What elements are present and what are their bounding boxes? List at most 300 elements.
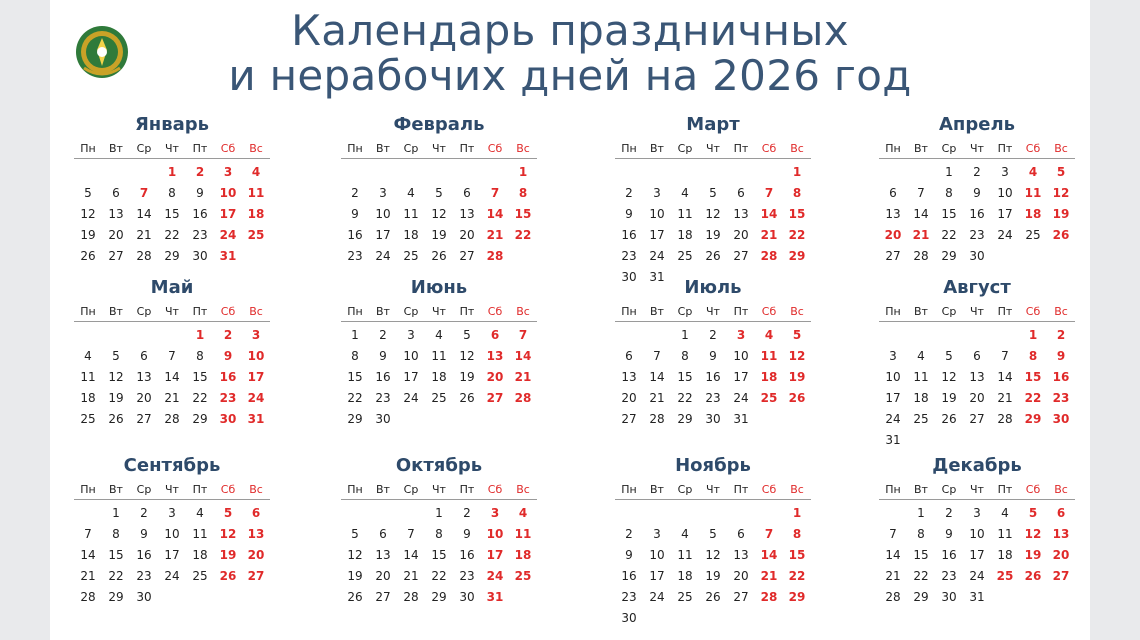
day-cell: 10 [649,548,665,562]
day-cell: 15 [913,548,929,562]
day-cell: 12 [941,370,957,384]
day-cell: 8 [681,349,689,363]
day-cell: 27 [459,249,475,263]
weekday-label: Пн [621,483,637,496]
day-cell: 14 [997,370,1013,384]
day-cell: 16 [621,569,637,583]
day-cell: 31 [486,590,504,604]
day-cell: 31 [969,590,985,604]
day-cell: 14 [164,370,180,384]
day-empty [341,503,369,524]
day-cell: 26 [108,412,124,426]
day-cell: 7 [764,186,774,200]
day-cell: 24 [219,228,237,242]
day-empty [907,162,935,183]
day-cell: 20 [136,391,152,405]
weekday-header [879,142,1075,159]
day-cell: 19 [80,228,96,242]
weekday-label: Ср [941,305,957,318]
month-name: Июль [684,277,742,298]
day-cell: 21 [80,569,96,583]
day-cell: 5 [351,527,359,541]
weekday-header [74,305,270,322]
day-cell: 21 [164,391,180,405]
day-cell: 28 [760,249,778,263]
day-cell: 27 [486,391,504,405]
day-cell: 5 [1028,506,1038,520]
day-cell: 21 [136,228,152,242]
day-cell: 9 [973,186,981,200]
day-cell: 21 [760,228,778,242]
day-grid [74,325,270,430]
day-cell: 26 [1052,228,1070,242]
day-cell: 7 [653,349,661,363]
day-cell: 17 [219,207,237,221]
day-cell: 7 [1001,349,1009,363]
weekday-label: Вс [249,142,263,155]
day-cell: 25 [192,569,208,583]
day-cell: 19 [347,569,363,583]
weekday-label: Вс [249,483,263,496]
day-cell: 31 [885,433,901,447]
day-empty [453,162,481,183]
day-cell: 2 [223,328,233,342]
weekday-label: Вт [109,483,123,496]
weekday-label: Пт [459,483,475,496]
day-empty [397,503,425,524]
day-cell: 13 [733,548,749,562]
weekday-header [879,305,1075,322]
weekday-label: Пт [997,305,1013,318]
day-cell: 30 [621,270,637,284]
day-grid [74,503,270,608]
day-cell: 3 [168,506,176,520]
weekday-label: Ср [941,142,957,155]
day-cell: 22 [913,569,929,583]
day-cell: 18 [677,228,693,242]
weekday-label: Вт [650,483,664,496]
day-cell: 6 [737,186,745,200]
day-cell: 7 [518,328,528,342]
day-empty [74,162,102,183]
day-cell: 3 [407,328,415,342]
day-cell: 3 [490,506,500,520]
day-cell: 10 [885,370,901,384]
day-cell: 7 [407,527,415,541]
weekday-label: Пт [192,483,208,496]
day-empty [699,162,727,183]
day-cell: 7 [84,527,92,541]
day-cell: 17 [375,228,391,242]
day-cell: 25 [514,569,532,583]
day-cell: 8 [518,186,528,200]
day-cell: 18 [247,207,265,221]
day-cell: 24 [375,249,391,263]
day-cell: 17 [486,548,504,562]
day-cell: 1 [167,165,177,179]
day-cell: 14 [80,548,96,562]
day-cell: 13 [136,370,152,384]
month-block [615,114,811,288]
day-cell: 20 [1052,548,1070,562]
day-cell: 6 [1056,506,1066,520]
day-cell: 11 [247,186,265,200]
weekday-label: Вс [790,142,804,155]
day-cell: 16 [969,207,985,221]
month-name: Январь [134,114,210,135]
day-cell: 24 [649,590,665,604]
day-cell: 10 [403,349,419,363]
day-cell: 12 [108,370,124,384]
day-cell: 23 [192,228,208,242]
day-cell: 9 [625,207,633,221]
day-cell: 25 [403,249,419,263]
weekday-label: Пт [192,305,208,318]
day-cell: 7 [764,527,774,541]
day-empty [907,325,935,346]
day-cell: 12 [459,349,475,363]
day-cell: 5 [945,349,953,363]
day-cell: 11 [1024,186,1042,200]
day-cell: 29 [164,249,180,263]
day-cell: 15 [108,548,124,562]
weekday-label: Пт [733,142,749,155]
day-cell: 24 [969,569,985,583]
weekday-label: Пн [621,305,637,318]
day-cell: 11 [514,527,532,541]
day-cell: 14 [136,207,152,221]
day-cell: 23 [969,228,985,242]
day-cell: 11 [677,207,693,221]
weekday-label: Сб [487,305,503,318]
day-cell: 31 [649,270,665,284]
month-name: Май [150,277,194,298]
day-cell: 20 [969,391,985,405]
day-cell: 19 [108,391,124,405]
day-empty [879,503,907,524]
day-cell: 6 [112,186,120,200]
day-cell: 13 [969,370,985,384]
day-grid [615,162,811,288]
day-cell: 15 [164,207,180,221]
day-cell: 8 [196,349,204,363]
weekday-header [615,305,811,322]
day-cell: 17 [403,370,419,384]
day-cell: 3 [1001,165,1009,179]
calendar-page [50,0,1090,640]
weekday-label: Сб [487,142,503,155]
day-cell: 15 [192,370,208,384]
weekday-label: Чт [706,483,720,496]
day-empty [963,325,991,346]
day-cell: 24 [486,569,504,583]
day-cell: 19 [788,370,806,384]
day-cell: 18 [677,569,693,583]
weekday-label: Ср [136,142,152,155]
day-cell: 8 [435,527,443,541]
day-cell: 13 [108,207,124,221]
weekday-label: Ср [941,483,957,496]
day-cell: 5 [435,186,443,200]
weekday-label: Сб [1025,305,1041,318]
day-grid [341,503,537,608]
day-cell: 2 [140,506,148,520]
day-cell: 4 [1001,506,1009,520]
day-grid [879,325,1075,451]
day-cell: 5 [463,328,471,342]
day-cell: 26 [788,391,806,405]
day-grid [879,162,1075,267]
day-cell: 3 [653,186,661,200]
day-cell: 6 [140,349,148,363]
day-cell: 2 [379,328,387,342]
month-block [879,455,1075,608]
day-cell: 8 [112,527,120,541]
day-cell: 8 [168,186,176,200]
day-cell: 23 [621,249,637,263]
weekday-label: Вс [1054,142,1068,155]
day-cell: 28 [997,412,1013,426]
day-cell: 24 [164,569,180,583]
day-cell: 26 [705,590,721,604]
day-cell: 17 [969,548,985,562]
day-cell: 20 [486,370,504,384]
weekday-label: Ср [677,305,693,318]
day-empty [130,162,158,183]
day-cell: 18 [403,228,419,242]
day-cell: 19 [705,228,721,242]
day-cell: 28 [136,249,152,263]
day-cell: 13 [459,207,475,221]
weekday-label: Сб [761,142,777,155]
month-block [341,455,537,608]
weekday-label: Пн [80,483,96,496]
day-cell: 2 [195,165,205,179]
day-cell: 16 [375,370,391,384]
day-cell: 8 [792,527,802,541]
day-cell: 12 [347,548,363,562]
day-cell: 10 [375,207,391,221]
day-cell: 14 [913,207,929,221]
day-cell: 29 [941,249,957,263]
day-empty [158,325,186,346]
day-cell: 29 [431,590,447,604]
weekday-label: Вт [109,305,123,318]
weekday-label: Ср [136,305,152,318]
day-empty [727,162,755,183]
day-cell: 20 [733,569,749,583]
day-cell: 27 [969,412,985,426]
day-empty [397,162,425,183]
day-cell: 27 [885,249,901,263]
weekday-label: Пн [621,142,637,155]
day-cell: 25 [677,590,693,604]
day-empty [341,162,369,183]
day-cell: 30 [941,590,957,604]
day-cell: 26 [1024,569,1042,583]
month-name: Февраль [393,114,485,135]
day-cell: 5 [792,328,802,342]
day-cell: 18 [997,548,1013,562]
day-cell: 29 [677,412,693,426]
day-cell: 1 [792,165,802,179]
month-block [74,277,270,430]
day-empty [369,162,397,183]
day-cell: 5 [709,527,717,541]
day-empty [935,325,963,346]
day-cell: 30 [192,249,208,263]
day-cell: 17 [649,569,665,583]
day-cell: 6 [379,527,387,541]
day-cell: 10 [247,349,265,363]
day-cell: 3 [251,328,261,342]
weekday-label: Чт [432,142,446,155]
day-empty [727,503,755,524]
day-cell: 18 [1024,207,1042,221]
day-cell: 22 [514,228,532,242]
weekday-label: Пт [192,142,208,155]
day-cell: 1 [681,328,689,342]
weekday-label: Сб [220,305,236,318]
weekday-label: Сб [761,305,777,318]
weekday-label: Пт [997,483,1013,496]
day-empty [74,503,102,524]
day-cell: 25 [80,412,96,426]
day-cell: 20 [621,391,637,405]
day-cell: 25 [760,391,778,405]
day-cell: 5 [1056,165,1066,179]
day-cell: 14 [885,548,901,562]
day-cell: 15 [514,207,532,221]
weekday-label: Чт [970,142,984,155]
day-cell: 9 [463,527,471,541]
day-cell: 6 [625,349,633,363]
day-cell: 3 [889,349,897,363]
day-cell: 22 [788,228,806,242]
weekday-label: Вс [516,142,530,155]
day-cell: 22 [164,228,180,242]
day-cell: 29 [1024,412,1042,426]
weekday-label: Пт [459,305,475,318]
month-name: Июнь [410,277,468,298]
day-cell: 2 [945,506,953,520]
weekday-label: Ср [136,483,152,496]
day-cell: 23 [459,569,475,583]
weekday-label: Пн [885,305,901,318]
day-cell: 29 [788,590,806,604]
day-cell: 28 [80,590,96,604]
day-cell: 19 [941,391,957,405]
weekday-label: Вс [1054,305,1068,318]
day-cell: 27 [621,412,637,426]
weekday-label: Пт [997,142,1013,155]
weekday-header [879,483,1075,500]
day-cell: 30 [705,412,721,426]
day-cell: 26 [80,249,96,263]
day-cell: 4 [681,186,689,200]
day-cell: 6 [889,186,897,200]
weekday-label: Пт [459,142,475,155]
weekday-label: Вс [790,305,804,318]
weekday-label: Чт [432,305,446,318]
weekday-label: Ср [403,483,419,496]
day-cell: 22 [431,569,447,583]
day-cell: 29 [108,590,124,604]
day-cell: 12 [1024,527,1042,541]
day-cell: 14 [403,548,419,562]
weekday-header [615,142,811,159]
weekday-label: Ср [677,142,693,155]
day-cell: 12 [1052,186,1070,200]
weekday-label: Сб [220,142,236,155]
day-empty [671,503,699,524]
day-cell: 14 [649,370,665,384]
day-grid [615,325,811,430]
day-empty [755,503,783,524]
month-name: Сентябрь [123,455,221,476]
day-cell: 21 [649,391,665,405]
day-empty [102,325,130,346]
day-cell: 28 [913,249,929,263]
day-cell: 11 [913,370,929,384]
day-cell: 14 [760,548,778,562]
day-cell: 23 [347,249,363,263]
weekday-label: Пн [347,305,363,318]
day-cell: 10 [733,349,749,363]
day-cell: 15 [1024,370,1042,384]
day-cell: 18 [192,548,208,562]
day-cell: 22 [677,391,693,405]
day-cell: 26 [705,249,721,263]
day-cell: 14 [514,349,532,363]
day-cell: 7 [490,186,500,200]
weekday-label: Вт [914,483,928,496]
day-cell: 16 [941,548,957,562]
day-cell: 13 [1052,527,1070,541]
day-cell: 7 [139,186,149,200]
weekday-label: Вт [650,305,664,318]
day-grid [341,325,537,430]
day-cell: 19 [1024,548,1042,562]
day-cell: 18 [80,391,96,405]
weekday-label: Ср [403,305,419,318]
day-cell: 21 [486,228,504,242]
day-cell: 17 [885,391,901,405]
day-cell: 15 [431,548,447,562]
day-cell: 1 [1028,328,1038,342]
day-empty [425,162,453,183]
day-cell: 11 [677,548,693,562]
day-cell: 30 [375,412,391,426]
day-cell: 24 [649,249,665,263]
day-cell: 23 [136,569,152,583]
day-cell: 11 [80,370,96,384]
day-cell: 4 [435,328,443,342]
day-cell: 23 [375,391,391,405]
weekday-label: Пн [347,142,363,155]
day-cell: 27 [1052,569,1070,583]
day-cell: 8 [945,186,953,200]
weekday-label: Чт [970,483,984,496]
day-cell: 26 [431,249,447,263]
day-cell: 7 [917,186,925,200]
day-empty [643,325,671,346]
weekday-label: Пн [80,305,96,318]
day-cell: 18 [913,391,929,405]
month-name: Апрель [938,114,1016,135]
weekday-label: Ср [403,142,419,155]
day-cell: 1 [792,506,802,520]
